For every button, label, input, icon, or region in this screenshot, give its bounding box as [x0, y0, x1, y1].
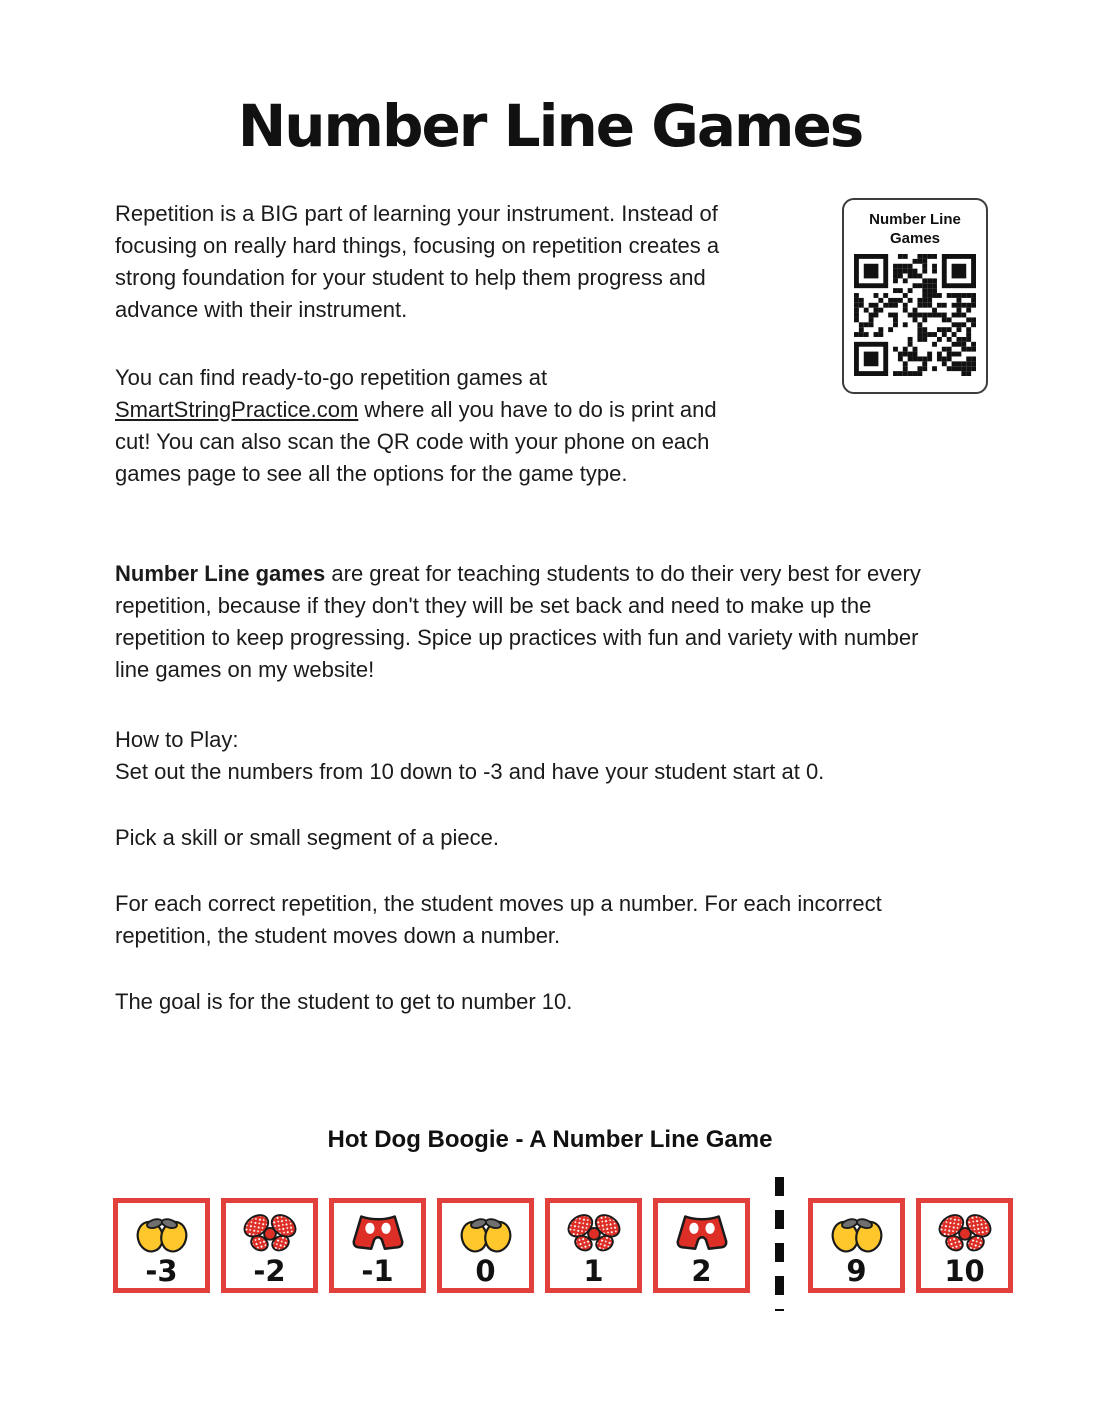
number-card — [329, 1198, 426, 1293]
card-number: 9 — [846, 1254, 867, 1288]
about-paragraph — [115, 558, 1015, 686]
qr-code — [854, 254, 976, 376]
paragraph-line: focusing on really hard things, focusing on repetition creates a — [115, 233, 720, 258]
paragraph-line — [115, 558, 1015, 590]
minnie-bow-icon — [239, 1210, 301, 1254]
mickey-shorts-icon — [671, 1210, 733, 1254]
paragraph-line: strong foundation for your student to help them progress and — [115, 265, 706, 290]
card-number: -2 — [253, 1254, 286, 1288]
how-to-play-step — [115, 986, 1015, 1018]
number-card — [653, 1198, 750, 1293]
intro-paragraph-1 — [115, 198, 805, 326]
card-number: 10 — [944, 1254, 985, 1288]
paragraph-line: games page to see all the options for the game type. — [115, 461, 628, 486]
smartstringpractice-link[interactable]: SmartStringPractice.com — [115, 397, 359, 422]
paragraph-line: Repetition is a BIG part of learning your instrument. Instead of — [115, 201, 718, 226]
paragraph-line: line games on my website! — [115, 657, 375, 682]
card-number: -1 — [361, 1254, 394, 1288]
step-line: Pick a skill or small segment of a piece. — [115, 825, 499, 850]
minnie-bow-icon — [934, 1210, 996, 1254]
paragraph-line: advance with their instrument. — [115, 297, 408, 322]
page-title: Number Line Games — [237, 92, 863, 160]
paragraph-line: You can find ready-to-go repetition games at — [115, 365, 548, 390]
paragraph-line: repetition to keep progressing. Spice up practices with fun and variety with number — [115, 625, 919, 650]
how-to-play-heading: How to Play: — [115, 727, 239, 752]
paragraph-line: cut! You can also scan the QR code with your phone on each — [115, 429, 710, 454]
bold-lead: Number Line games — [115, 561, 326, 586]
how-to-play-step — [115, 822, 1015, 854]
number-card — [545, 1198, 642, 1293]
card-number: 1 — [583, 1254, 604, 1288]
paragraph-text: where all you have to do is print and — [358, 397, 717, 422]
card-number: 0 — [475, 1254, 496, 1288]
number-card — [808, 1198, 905, 1293]
how-to-play-step — [115, 756, 1015, 788]
card-number: -3 — [145, 1254, 178, 1288]
number-card — [221, 1198, 318, 1293]
qr-card — [842, 198, 988, 394]
card-number: 2 — [691, 1254, 712, 1288]
step-line: For each correct repetition, the student moves up a number. For each incorrect — [115, 891, 882, 916]
number-line-card-row — [113, 1198, 1013, 1332]
mickey-shorts-icon — [347, 1210, 409, 1254]
number-card — [113, 1198, 210, 1293]
step-line: repetition, the student moves down a number. — [115, 923, 561, 948]
mickey-shoes-icon — [455, 1210, 517, 1254]
game-heading: Hot Dog Boogie - A Number Line Game — [327, 1126, 773, 1153]
minnie-bow-icon — [563, 1210, 625, 1254]
how-to-play-step — [115, 888, 1015, 952]
number-card — [437, 1198, 534, 1293]
paragraph-line — [115, 394, 805, 426]
number-card — [916, 1198, 1013, 1293]
how-to-play-section — [115, 724, 1015, 1018]
step-line: The goal is for the student to get to number 10. — [115, 989, 573, 1014]
mickey-shoes-icon — [131, 1210, 193, 1254]
paragraph-line: repetition, because if they don't they will be set back and need to make up the — [115, 593, 872, 618]
step-line: Set out the numbers from 10 down to -3 and have your student start at 0. — [115, 759, 825, 784]
mickey-shoes-icon — [826, 1210, 888, 1254]
paragraph-text: are great for teaching students to do their very best for every — [325, 561, 921, 586]
dashed-cut-line — [775, 1177, 784, 1311]
intro-paragraph-2 — [115, 362, 805, 490]
qr-label: Number Line Games — [869, 211, 961, 247]
